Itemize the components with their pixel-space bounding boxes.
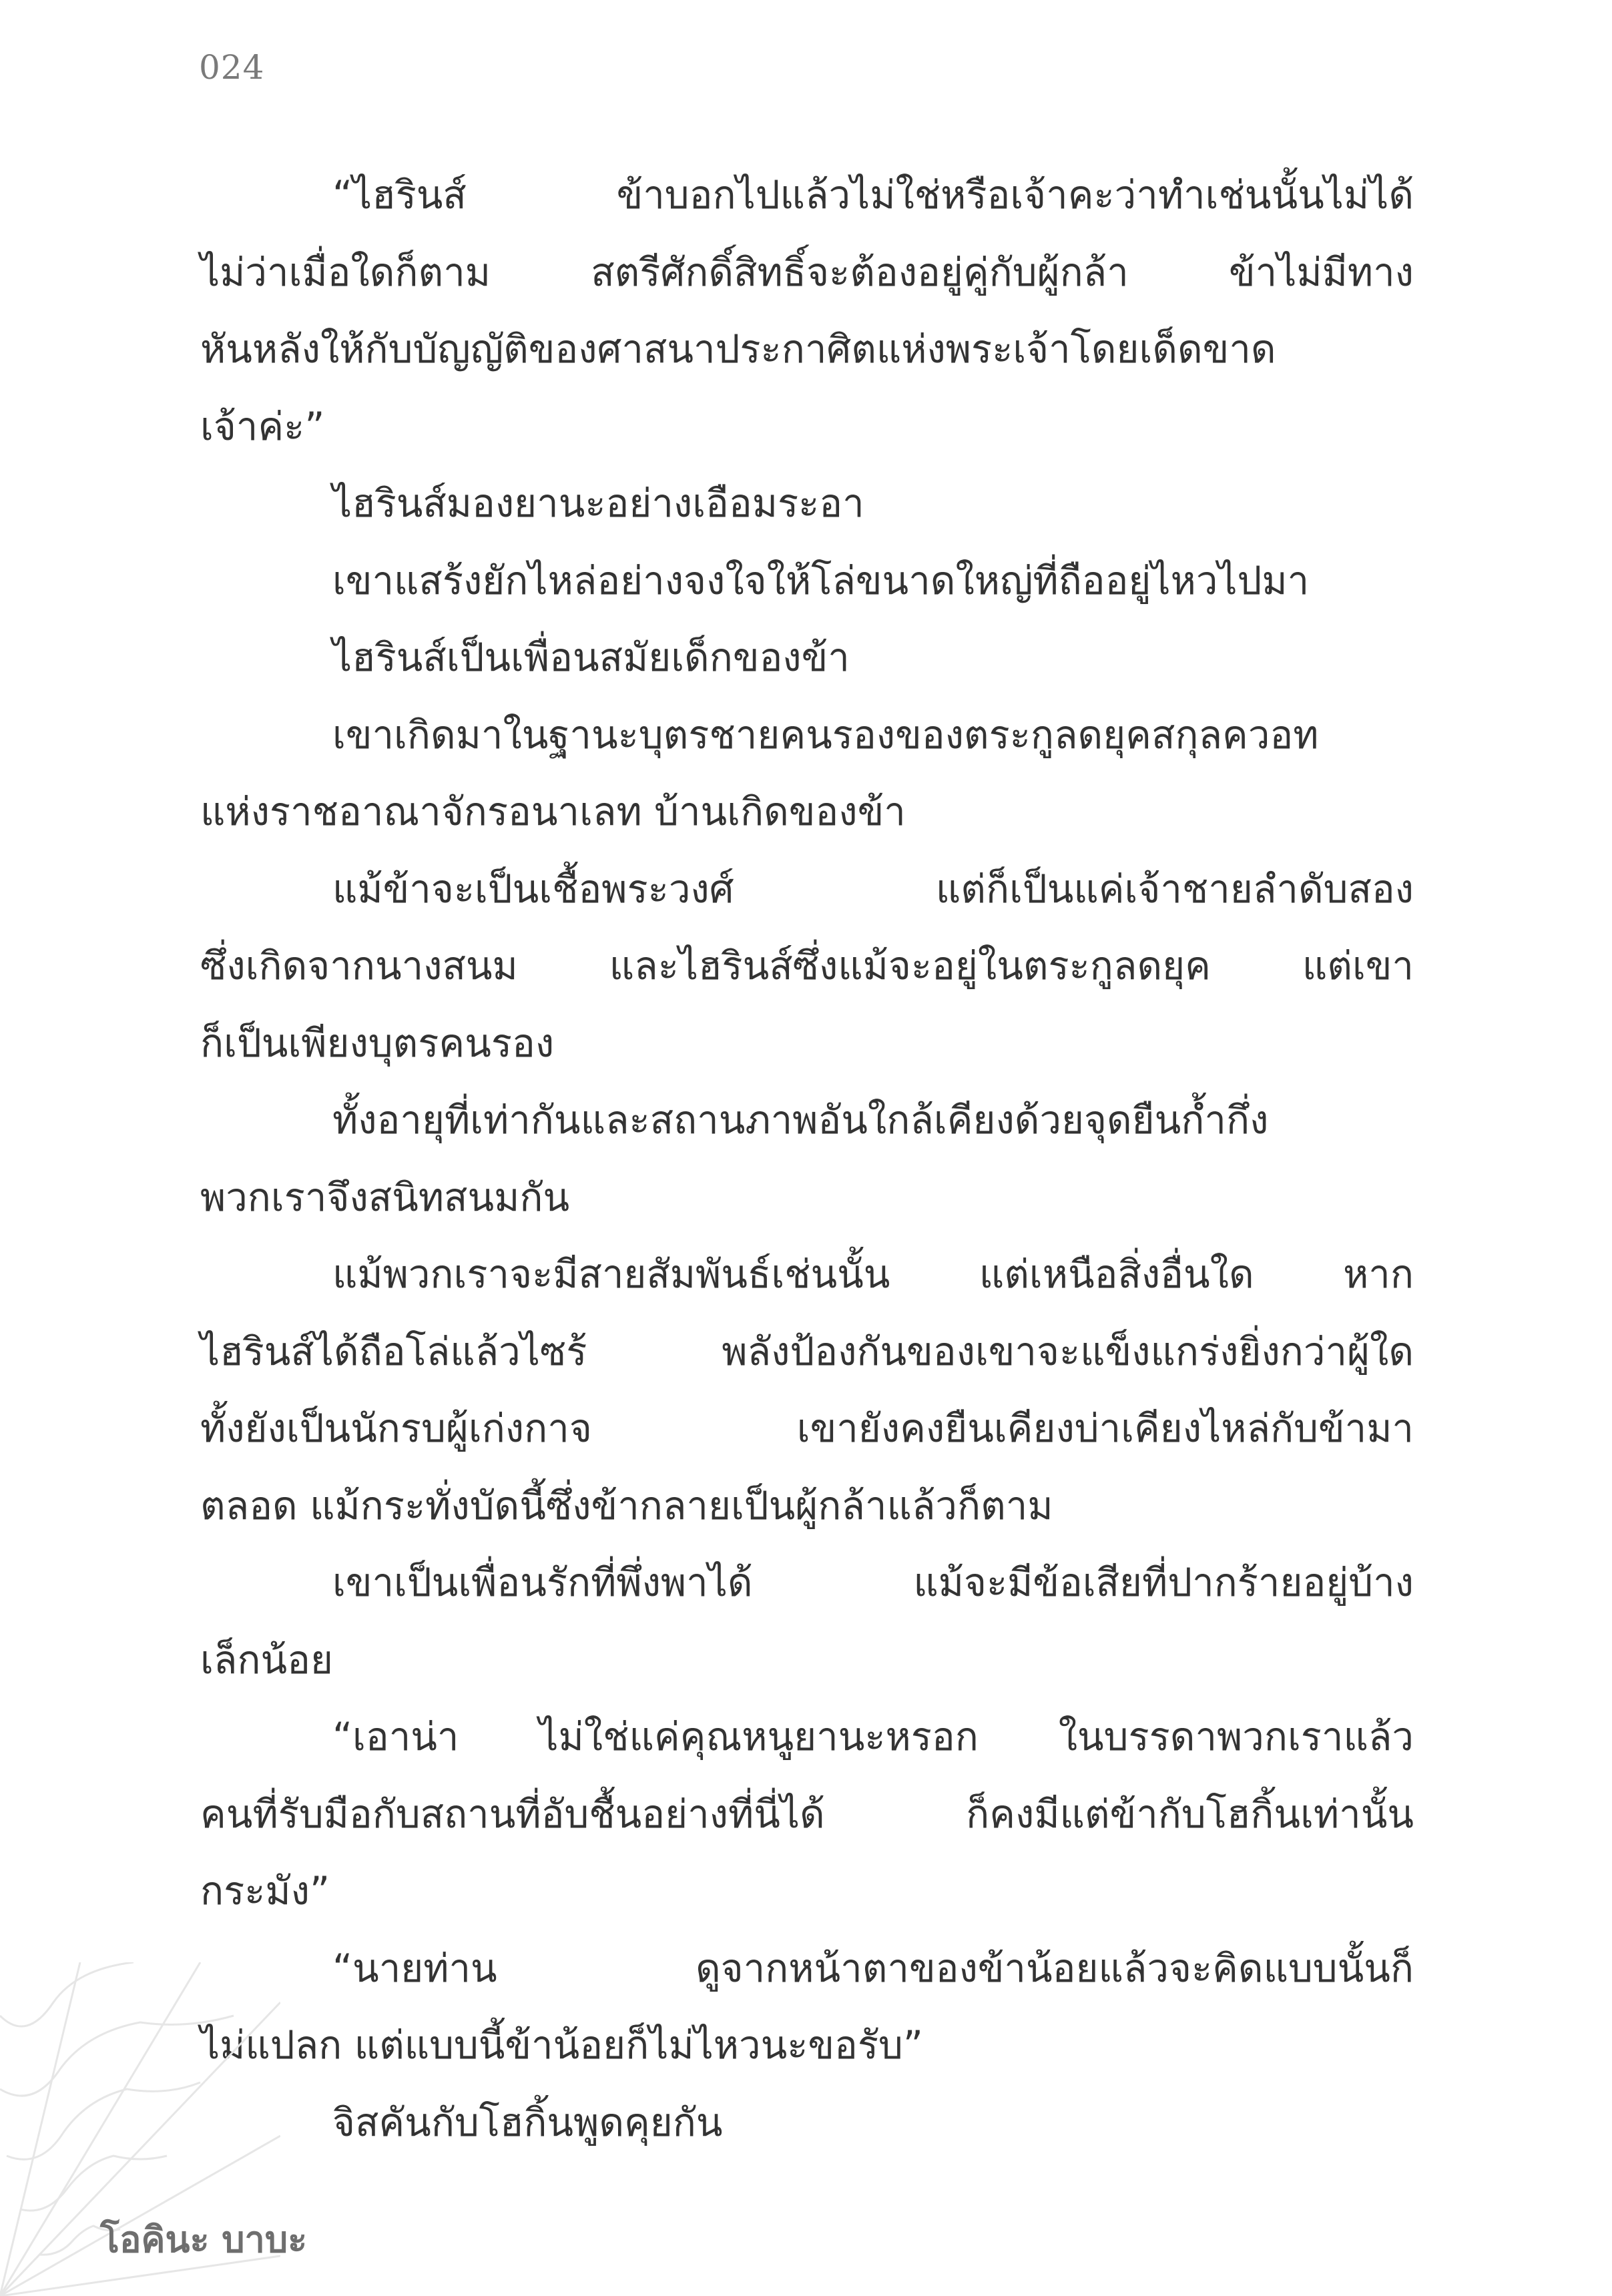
paragraph: [200, 1236, 1414, 1544]
text-line: จิสคันกับโฮกิ้นพูดคุยกัน: [332, 2099, 723, 2145]
text-line: แห่งราชอาณาจักรอนาเลท บ้านเกิดของข้า: [200, 789, 906, 834]
paragraph: [200, 851, 1414, 1083]
text-line: ตลอด แม้กระทั่งบัดนี้ซึ่งข้ากลายเป็นผู้กล้าแล้วก็ตาม: [200, 1482, 1053, 1528]
text-line: “ไฮรินส์ ข้าบอกไปแล้วไม่ใช่หรือเจ้าคะว่าทำเช่นนั้นไม่ได้: [332, 172, 1414, 218]
text-line: เขาแสร้งยักไหล่อย่างจงใจให้โล่ขนาดใหญ่ที่ถืออยู่ไหวไปมา: [332, 557, 1310, 603]
text-line: แม้พวกเราจะมีสายสัมพันธ์เช่นนั้น แต่เหนือสิ่งอื่นใด หาก: [332, 1251, 1414, 1297]
text-line: ไม่ว่าเมื่อใดก็ตาม สตรีศักดิ์สิทธิ์จะต้องอยู่คู่กับผู้กล้า ข้าไม่มีทาง: [200, 249, 1414, 295]
text-line: ซึ่งเกิดจากนางสนม และไฮรินส์ซึ่งแม้จะอยู่ในตระกูลดยุค แต่เขา: [200, 943, 1414, 988]
paragraph: [200, 1930, 1414, 2084]
paragraph: [200, 157, 1414, 465]
text-line: แม้ข้าจะเป็นเชื้อพระวงศ์ แต่ก็เป็นแค่เจ้าชายลำดับสอง: [332, 866, 1414, 912]
page-number: 024: [199, 48, 265, 87]
text-line: ก็เป็นเพียงบุตรคนรอง: [200, 1020, 555, 1066]
text-line: ไฮรินส์เป็นเพื่อนสมัยเด็กของข้า: [332, 635, 850, 680]
paragraph: [200, 543, 1414, 620]
text-line: ทั้งอายุที่เท่ากันและสถานภาพอันใกล้เคียงด้วยจุดยืนก้ำกึ่ง: [332, 1097, 1269, 1143]
paragraph: [200, 1699, 1414, 1930]
text-line: ไฮรินส์มองยานะอย่างเอือมระอา: [332, 481, 864, 526]
text-line: พวกเราจึงสนิทสนมกัน: [200, 1174, 570, 1220]
text-line: เจ้าค่ะ”: [200, 403, 325, 449]
text-line: ไฮรินส์ได้ถือโล่แล้วไซร้ พลังป้องกันของเขาจะแข็งแกร่งยิ่งกว่าผู้ใด: [200, 1328, 1414, 1374]
paragraph: [200, 619, 1414, 697]
paragraph: [200, 1544, 1414, 1699]
text-line: เล็กน้อย: [200, 1637, 333, 1683]
paragraph: [200, 1082, 1414, 1236]
text-line: “เอาน่า ไม่ใช่แค่คุณหนูยานะหรอก ในบรรดาพวกเราแล้ว: [332, 1714, 1414, 1759]
text-line: หันหลังให้กับบัญญัติของศาสนาประกาศิตแห่งพระเจ้าโดยเด็ดขาด: [200, 326, 1276, 372]
footer-brand: โอคินะ บาบะ: [100, 2219, 308, 2261]
text-line: เขาเกิดมาในฐานะบุตรชายคนรองของตระกูลดยุคสกุลควอท: [332, 711, 1319, 758]
body-text: [200, 157, 1414, 2161]
paragraph: [200, 465, 1414, 543]
text-line: “นายท่าน ดูจากหน้าตาของข้าน้อยแล้วจะคิดแบบนั้นก็: [332, 1945, 1414, 1991]
text-line: คนที่รับมือกับสถานที่อับชื้นอย่างที่นี่ได้ ก็คงมีแต่ข้ากับโฮกิ้นเท่านั้น: [200, 1791, 1414, 1837]
text-line: ทั้งยังเป็นนักรบผู้เก่งกาจ เขายังคงยืนเคียงบ่าเคียงไหล่กับข้ามา: [200, 1406, 1414, 1451]
text-line: เขาเป็นเพื่อนรักที่พึ่งพาได้ แม้จะมีข้อเสียที่ปากร้ายอยู่บ้าง: [332, 1560, 1414, 1605]
text-line: ไม่แปลก แต่แบบนี้ข้าน้อยก็ไม่ไหวนะขอรับ”: [200, 2022, 923, 2068]
text-line: กระมัง”: [200, 1868, 330, 1914]
paragraph: [200, 2084, 1414, 2162]
paragraph: [200, 697, 1414, 851]
